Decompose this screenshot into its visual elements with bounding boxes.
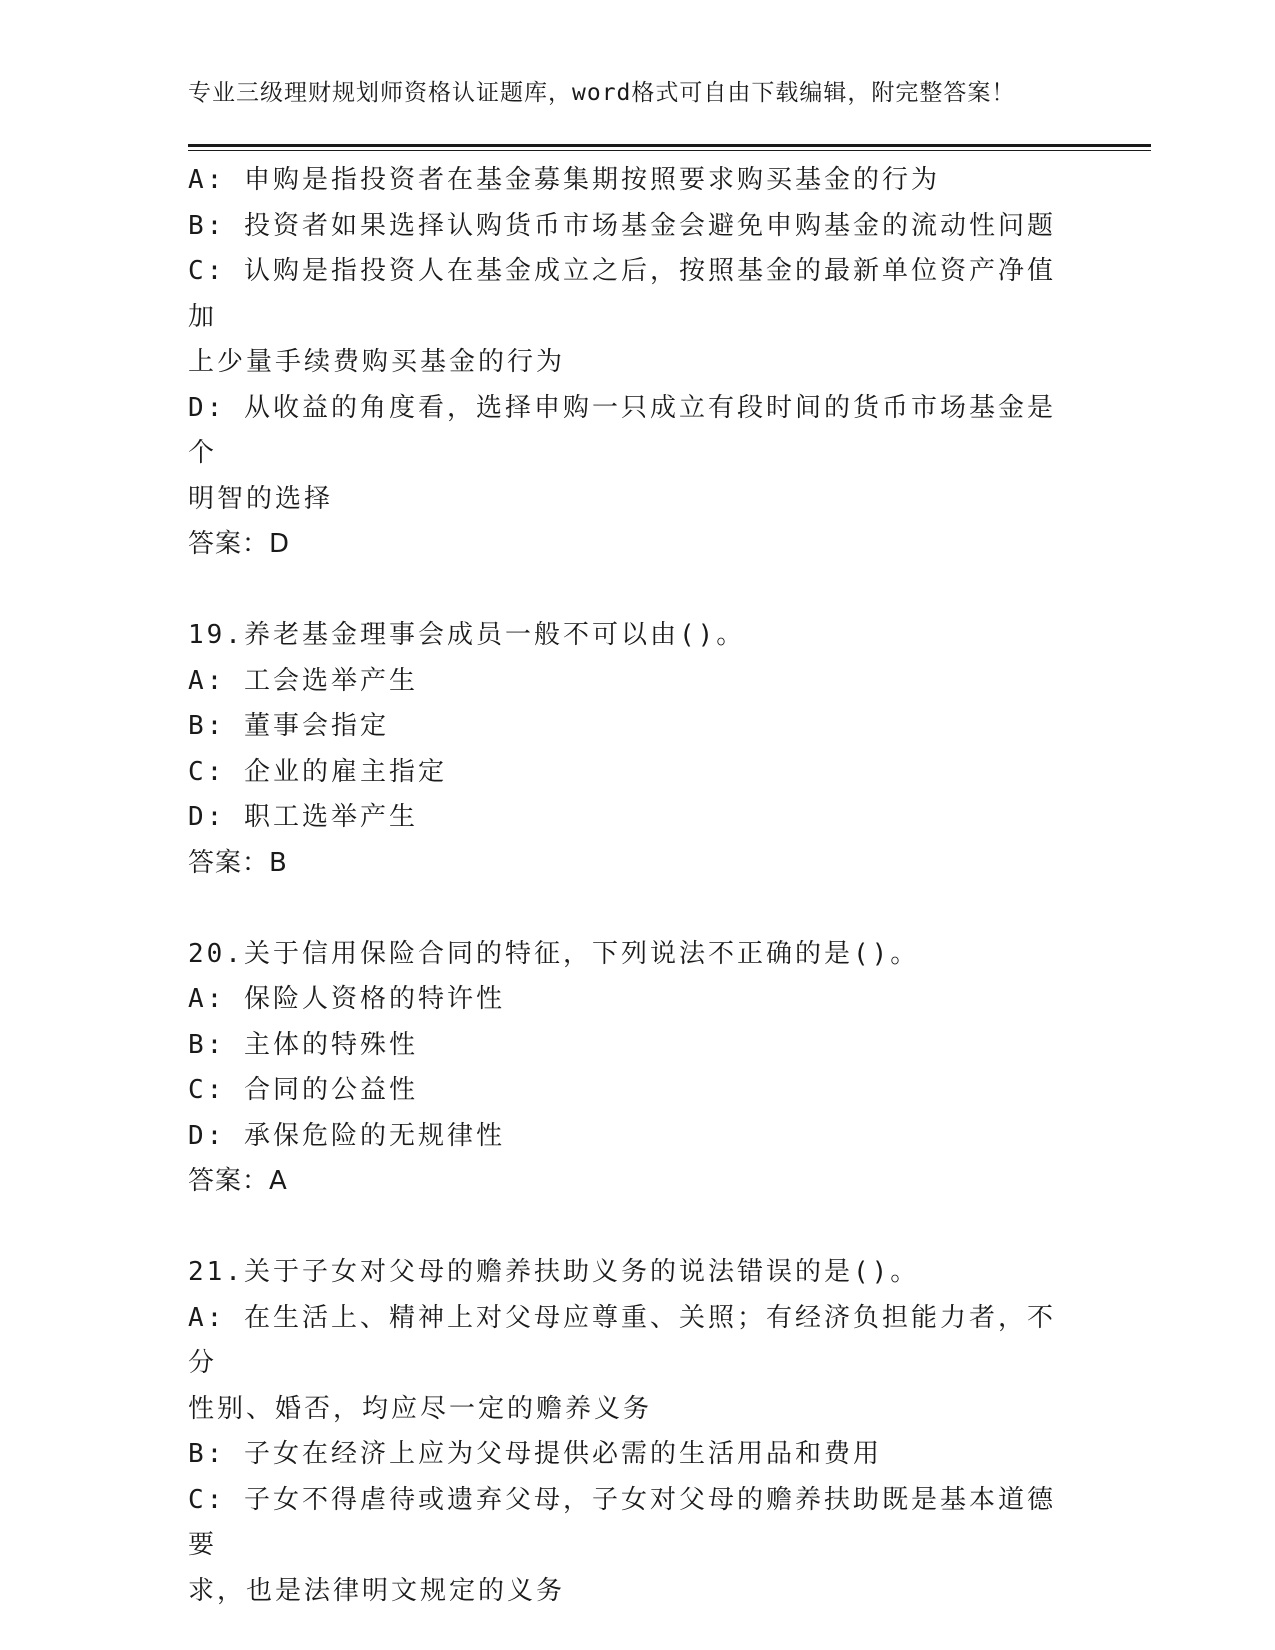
q19-option-c: C: 企业的雇主指定 xyxy=(188,756,447,787)
q20-option-d: D: 承保危险的无规律性 xyxy=(188,1120,505,1151)
q20-option-b: B: 主体的特殊性 xyxy=(188,1029,418,1060)
q18-option-d-line2: 明智的选择 xyxy=(188,483,334,514)
q21-option-c-line1: C: 子女不得虐待或遗弃父母，子女对父母的赡养扶助既是基本道德要 xyxy=(188,1484,1056,1560)
q21-option-a-line2: 性别、婚否，均应尽一定的赡养义务 xyxy=(188,1393,653,1424)
q21-question: 21.关于子女对父母的赡养扶助义务的说法错误的是()。 xyxy=(188,1257,920,1287)
question-21-block xyxy=(188,1250,1068,1614)
q21-option-a-line1: A: 在生活上、精神上对父母应尊重、关照；有经济负担能力者，不分 xyxy=(188,1302,1056,1378)
q21-option-b: B: 子女在经济上应为父母提供必需的生活用品和费用 xyxy=(188,1439,882,1469)
q19-option-b: B: 董事会指定 xyxy=(188,711,389,741)
q20-answer: 答案：A xyxy=(188,1166,288,1196)
q19-option-d: D: 职工选举产生 xyxy=(188,802,418,832)
q19-option-a: A: 工会选举产生 xyxy=(188,665,418,696)
header-rule-thick xyxy=(188,144,1151,147)
header-rule-thin xyxy=(188,150,1151,151)
q18-answer: 答案：D xyxy=(188,529,291,559)
spacer xyxy=(188,1205,1068,1251)
q19-question: 19.养老基金理事会成员一般不可以由()。 xyxy=(188,620,746,650)
question-content xyxy=(188,158,1068,1614)
question-18-block xyxy=(188,158,1068,568)
page-header: 专业三级理财规划师资格认证题库，word格式可自由下载编辑，附完整答案！ xyxy=(188,80,1016,106)
q20-option-a: A: 保险人资格的特许性 xyxy=(188,984,505,1014)
q18-option-d-line1: D: 从收益的角度看，选择申购一只成立有段时间的货币市场基金是个 xyxy=(188,392,1056,468)
q20-question: 20.关于信用保险合同的特征，下列说法不正确的是()。 xyxy=(188,938,920,969)
q19-answer: 答案：B xyxy=(188,847,288,878)
q18-option-c-line1: C: 认购是指投资人在基金成立之后，按照基金的最新单位资产净值加 xyxy=(188,256,1056,332)
q21-option-c-line2: 求，也是法律明文规定的义务 xyxy=(188,1575,566,1606)
spacer xyxy=(188,568,1068,614)
question-20-block xyxy=(188,932,1068,1205)
q18-option-c-line2: 上少量手续费购买基金的行为 xyxy=(188,347,566,377)
spacer xyxy=(188,886,1068,932)
q18-option-b: B: 投资者如果选择认购货币市场基金会避免申购基金的流动性问题 xyxy=(188,210,1056,241)
q18-option-a: A: 申购是指投资者在基金募集期按照要求购买基金的行为 xyxy=(188,165,940,195)
q20-option-c: C: 合同的公益性 xyxy=(188,1075,418,1105)
question-19-block xyxy=(188,613,1068,886)
